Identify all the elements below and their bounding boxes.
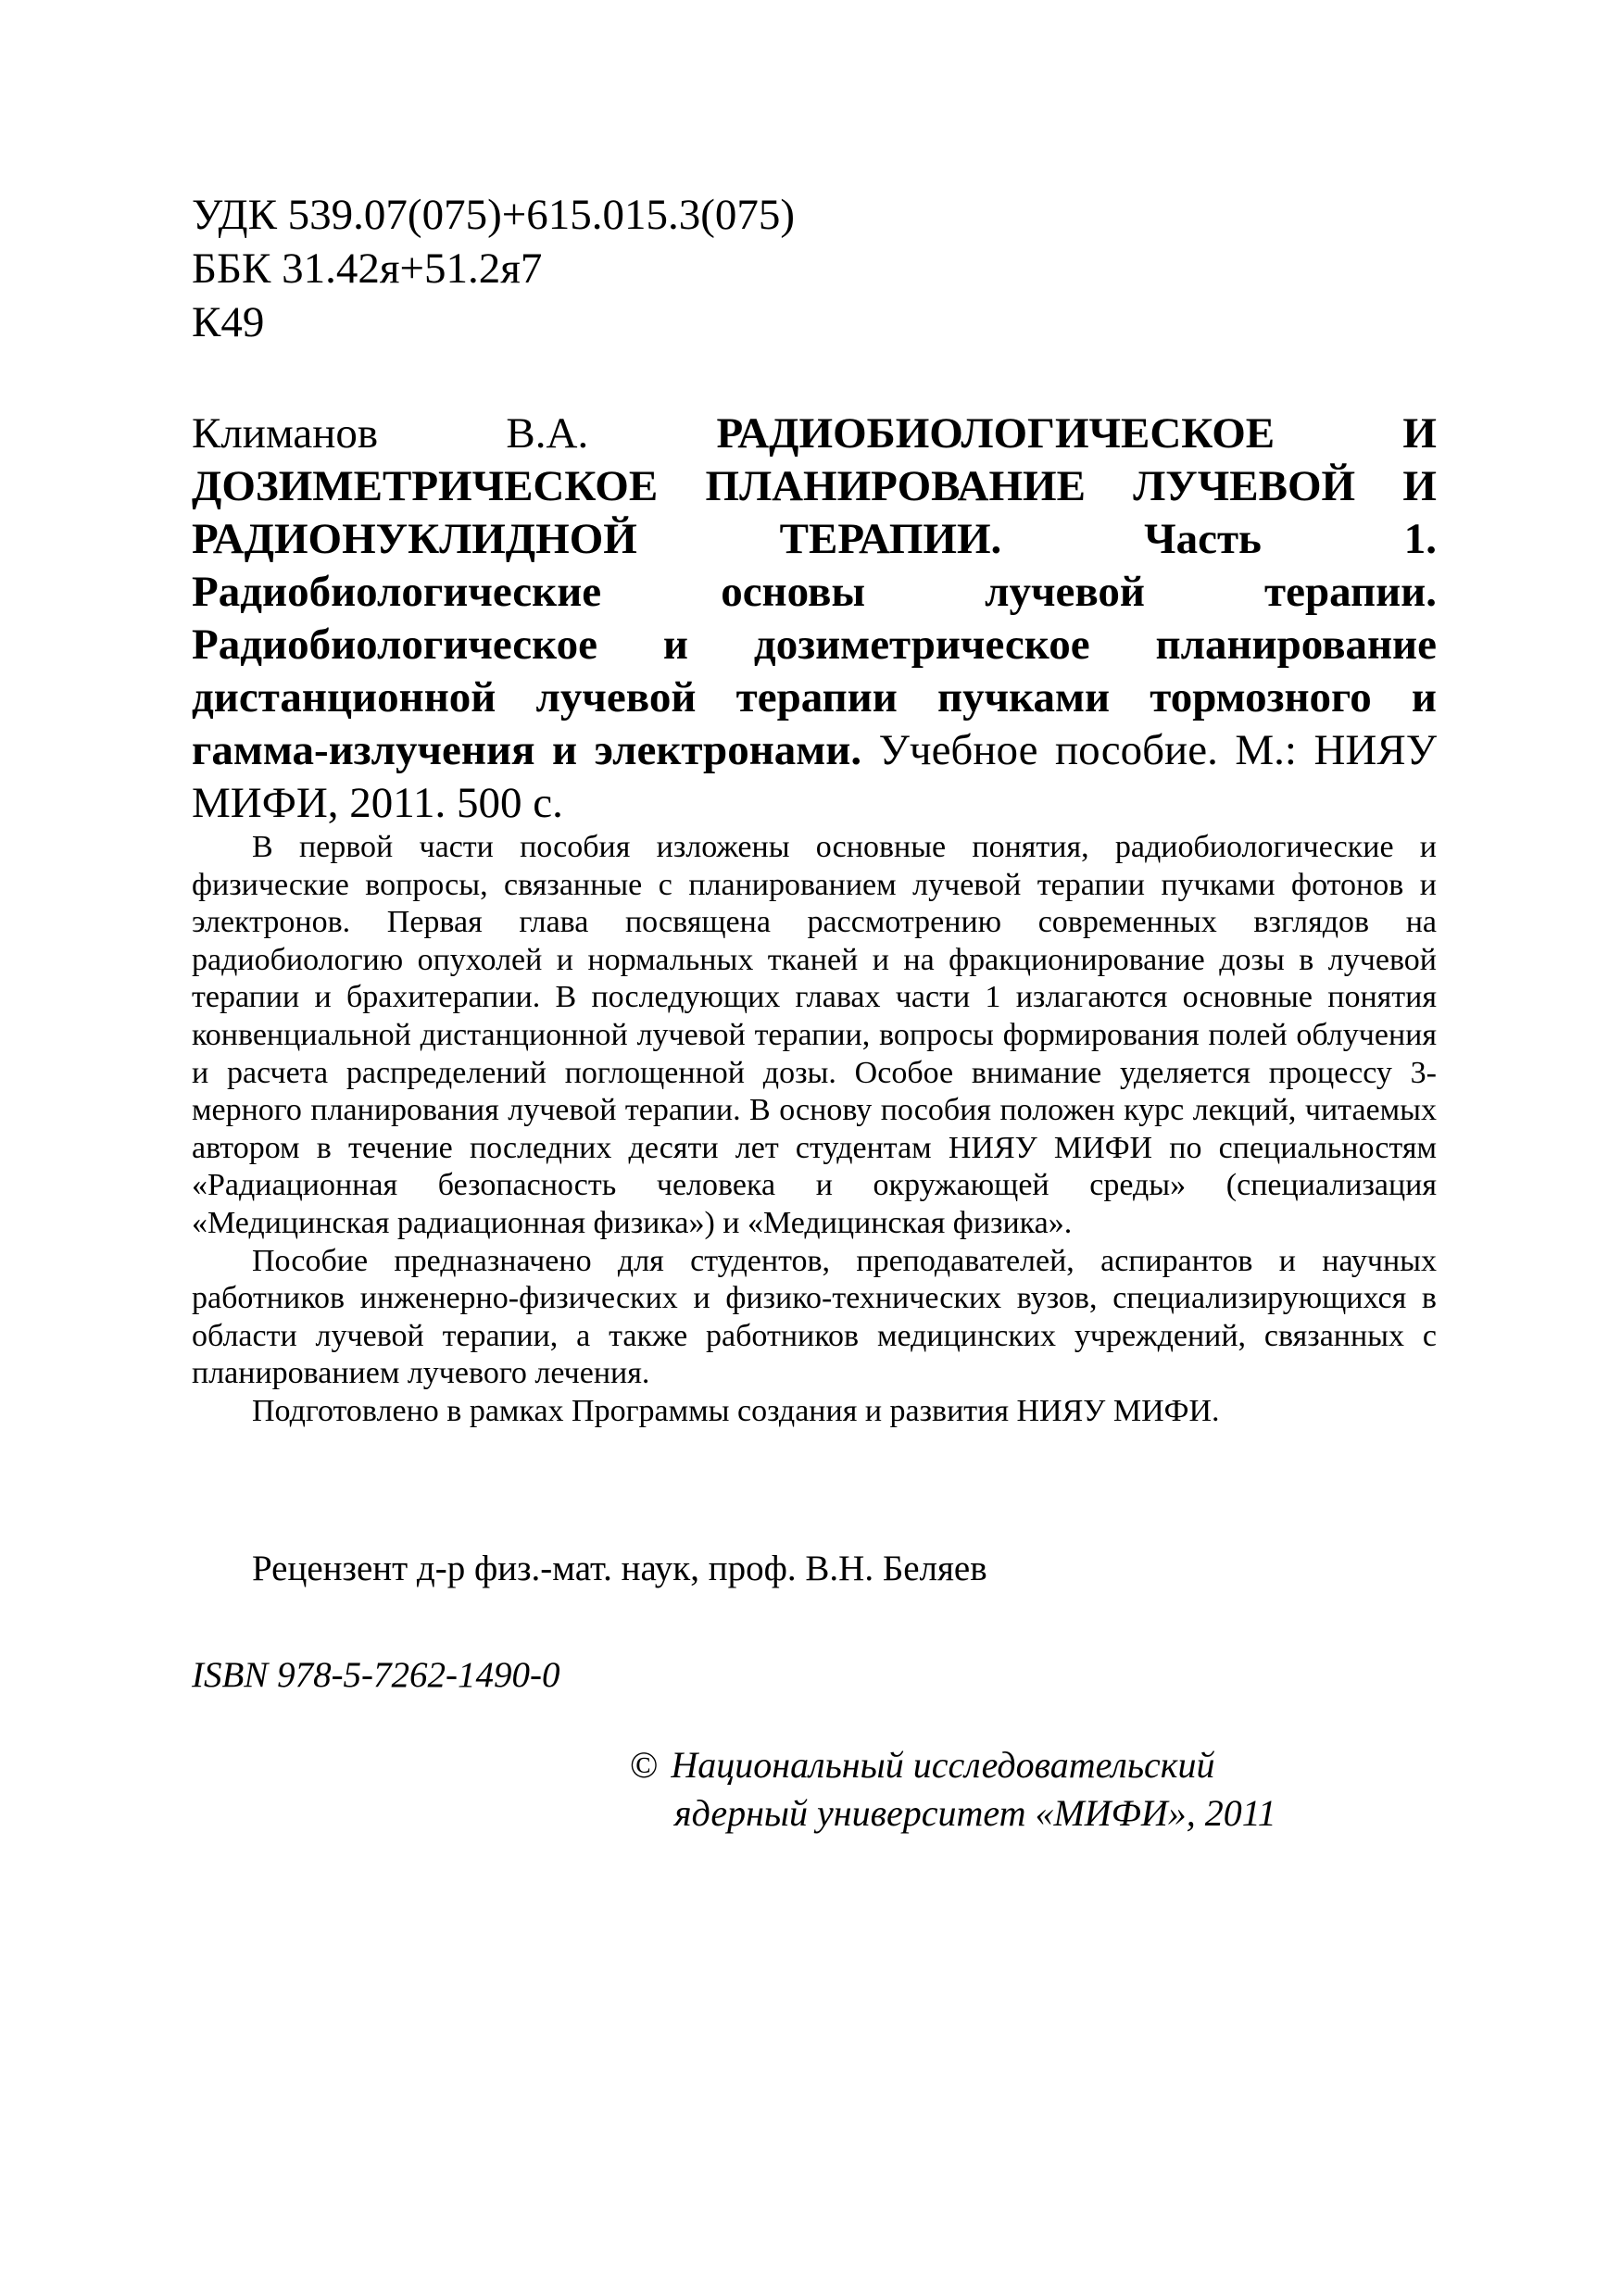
annotation [192, 829, 1437, 1431]
udk-code: УДК 539.07(075)+615.015.3(075) [192, 191, 796, 239]
author-name: Климанов В.А. [192, 409, 589, 458]
annotation-paragraph: Пособие предназначено для студентов, преподавателей, аспирантов и научных работников инженерно-физических и физико-технических вузов, специализирующихся в области лучевой терапии, а также работников медицинских учреждений, связанных с планированием лучевого лечения. [192, 1243, 1437, 1391]
copyright-holder: Национальный исследовательский [671, 1744, 1215, 1786]
bibliographic-description [192, 408, 1437, 830]
copyright-block [630, 1741, 1276, 1838]
book-title: РАДИОБИОЛОГИЧЕСКОЕ И ДОЗИМЕТРИЧЕСКОЕ ПЛАНИРОВАНИЕ ЛУЧЕВОЙ И РАДИОНУКЛИДНОЙ ТЕРАПИИ. Часть 1. Радиобиологические основы лучевой терапии. Радиобиологическое и дозиметрическое планирование дистанционной лучевой терапии пучками тормозного и гамма-излучения и электронами. [192, 409, 1437, 774]
copyright-symbol: © [630, 1744, 659, 1786]
annotation-paragraph: В первой части пособия изложены основные понятия, радиобиологические и физические вопросы, связанные с планированием лучевой терапии пучками фотонов и электронов. Первая глава посвящена рассмотрению современных взглядов на радиобиологию опухолей и нормальных тканей и на фракционирование дозы в лучевой терапии и брахитерапии. В последующих главах части 1 излагаются основные понятия конвенциальной дистанционной лучевой терапии, вопросы формирования полей облучения и расчета распределений поглощенной дозы. Особое внимание уделяется процессу 3-мерного планирования лучевой терапии. В основу пособия положен курс лекций, читаемых автором в течение последних десяти лет студентам НИЯУ МИФИ по специальностям «Радиационная безопасность человека и окружающей среды» (специализация «Медицинская радиационная физика») и «Медицинская физика». [192, 830, 1437, 1240]
classification-block [192, 188, 795, 349]
isbn-number: ISBN 978-5-7262-1490-0 [192, 1655, 560, 1695]
copyright-line-1 [630, 1741, 1276, 1789]
bbk-code: ББК 31.42я+51.2я7 [192, 245, 543, 293]
reviewer-line: Рецензент д-р физ.-мат. наук, проф. В.Н. Беляев [252, 1549, 987, 1588]
copyright-line-2: ядерный университет «МИФИ», 2011 [674, 1792, 1276, 1834]
annotation-paragraph: Подготовлено в рамках Программы создания и развития НИЯУ МИФИ. [252, 1393, 1220, 1428]
author-mark: К49 [192, 298, 265, 346]
publication-info: Учебное пособие. М.: НИЯУ МИФИ, 2011. 500 с. [192, 726, 1437, 827]
